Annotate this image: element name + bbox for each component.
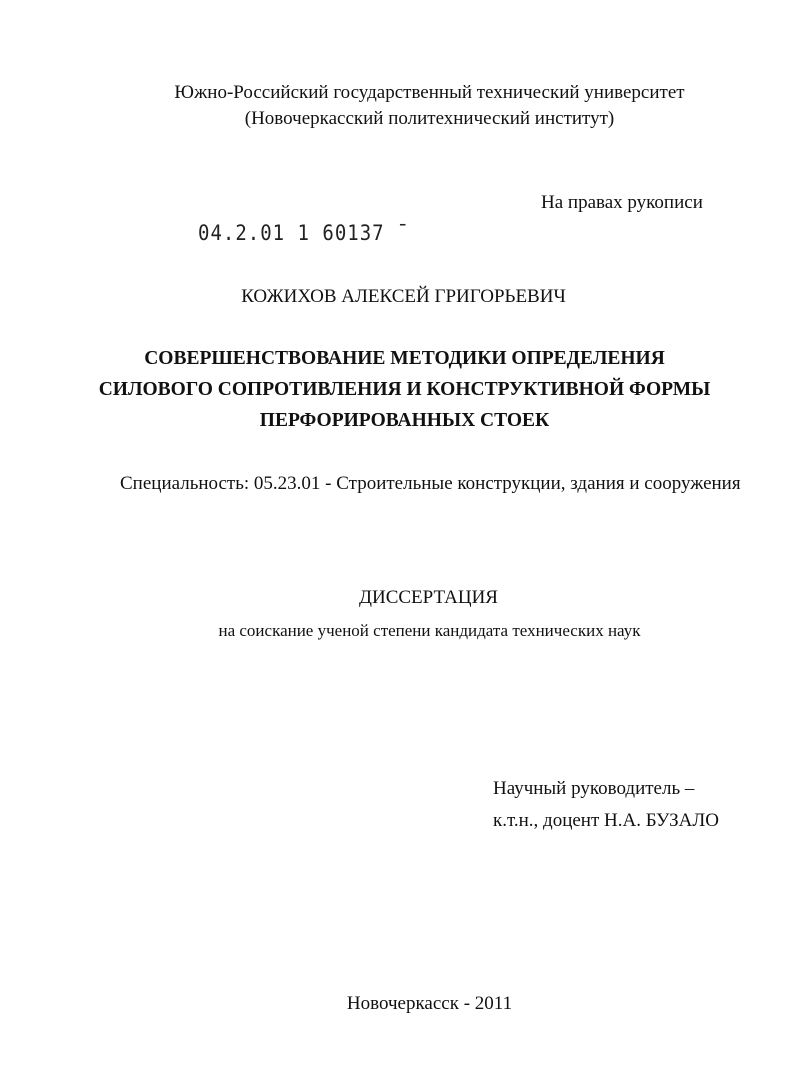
supervisor-name: к.т.н., доцент Н.А. БУЗАЛО [493,810,719,831]
dissertation-title [7,343,795,436]
university-name: Южно-Российский государственный технический университет [174,82,685,103]
city-year: Новочеркасск - 2011 [346,993,513,1014]
manuscript-note: На правах рукописи [541,192,703,213]
specialty-line: Специальность: 05.23.01 - Строительные конструкции, здания и сооружения [120,473,741,494]
university-header [32,80,795,132]
supervisor-block [493,773,719,837]
title-line-3: ПЕРФОРИРОВАННЫХ СТОЕК [259,410,550,431]
institute-name: (Новочеркасский политехнический институт) [244,108,615,129]
author-name: КОЖИХОВ АЛЕКСЕЙ ГРИГОРЬЕВИЧ [241,286,566,307]
supervisor-label: Научный руководитель – [493,778,695,799]
degree-line: на соискание ученой степени кандидата технических наук [218,621,641,640]
work-type: ДИССЕРТАЦИЯ [359,587,498,608]
title-line-1: СОВЕРШЕНСТВОВАНИЕ МЕТОДИКИ ОПРЕДЕЛЕНИЯ [144,348,665,369]
title-line-2: СИЛОВОГО СОПРОТИВЛЕНИЯ И КОНСТРУКТИВНОЙ ФОРМЫ [98,379,711,400]
registration-stamp: 04.2.01 1 60137 ˉ [198,221,410,246]
